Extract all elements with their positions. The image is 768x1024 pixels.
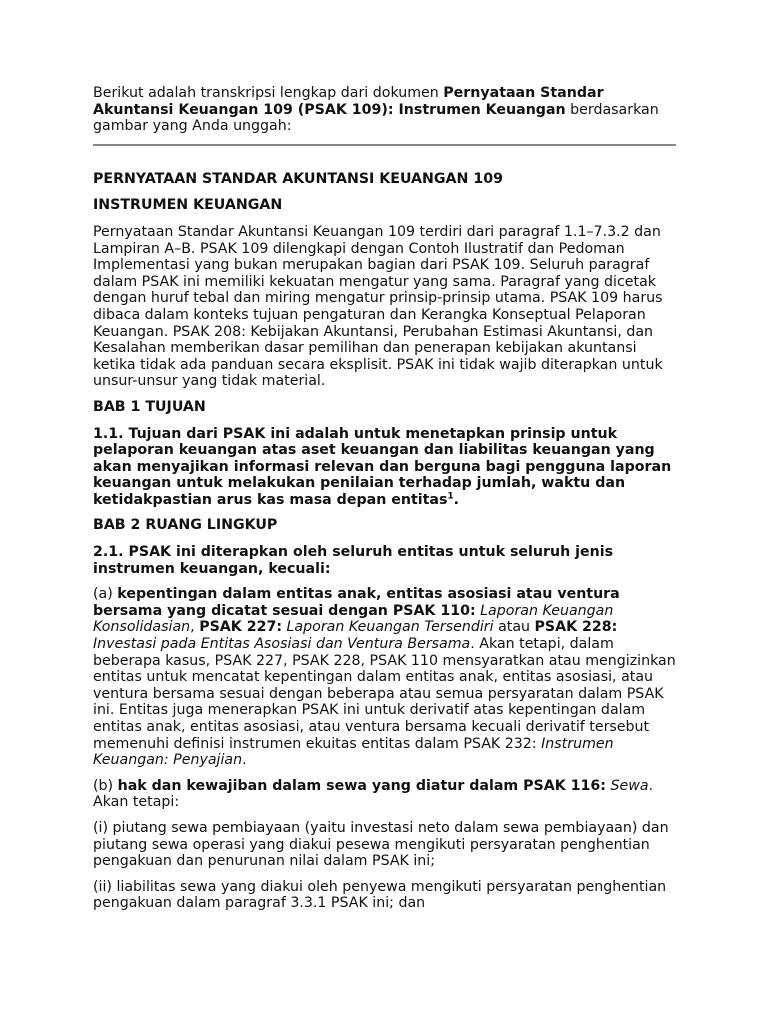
list-item-b-ii: (ii) liabilitas sewa yang diakui oleh penyewa mengikuti persyaratan penghentian pengakuan dalam paragraf 3.3.1 PSAK ini; dan [93,878,667,912]
item-a-text: . Akan tetapi, dalam beberapa kasus, PSAK 227, PSAK 228, PSAK 110 mensyaratkan atau mengizinkan entitas untuk mencatat kepentingan dalam entitas anak, entitas asosiasi, atau ventura bersama sesuai dengan beberapa atau semua persyaratan dalam PSAK ini. Entitas juga menerapkan PSAK ini untuk derivatif atas kepentingan dalam entitas anak, entitas asosiasi, atau ventura bersama kecuali derivatif tersebut memenuhi definisi instrumen ekuitas entitas dalam PSAK 232: [93,636,676,752]
list-marker-a: (a) [93,586,118,603]
item-a-bold-3: PSAK 228: [534,619,618,636]
item-a-italic-1: Laporan Keuangan Konsolidasian [93,602,614,636]
list-item-b-i: (i) piutang sewa pembiayaan (yaitu investasi neto dalam sewa pembiayaan) dan piutang sewa operasi yang diakui pesewa mengikuti persyaratan penghentian pengakuan dan penurunan nilai dalam PSAK ini; [93,819,669,870]
item-b-text: . Akan tetapi: [93,777,654,811]
item-a-end: . [242,752,247,769]
horizontal-divider [93,144,676,146]
separator: , [190,619,200,636]
paragraph-2-1-text: 2.1. PSAK ini diterapkan oleh seluruh entitas untuk seluruh jenis instrumen keuangan, kecuali: [93,544,614,577]
intro-prefix: Berikut adalah transkripsi lengkap dari dokumen [93,85,444,101]
item-b-bold: hak dan kewajiban dalam sewa yang diatur dalam PSAK 116: [117,777,606,794]
intro-body-paragraph: Pernyataan Standar Akuntansi Keuangan 109 terdiri dari paragraf 1.1–7.3.2 dan Lampiran A–B. PSAK 109 dilengkapi dengan Contoh Ilustratif dan Pedoman Implementasi yang bukan merupakan bagian dari PSAK 109. Seluruh paragraf dalam PSAK ini memiliki kekuatan mengatur yang sama. Paragraf yang dicetak dengan huruf tebal dan miring mengatur prinsip-prinsip utama. PSAK 109 harus dibaca dalam konteks tujuan pengaturan dan Kerangka Konseptual Pelaporan Keuangan. PSAK 208: Kebijakan Akuntansi, Perubahan Estimasi Akuntansi, dan Kesalahan memberikan dasar pemilihan dan penerapan kebijakan akuntansi ketika tidak ada panduan secara eksplisit. PSAK ini tidak wajib diterapkan untuk unsur-unsur yang tidak material. [93,223,663,390]
intro-paragraph [93,85,676,135]
intro-suffix: berdasarkan gambar yang Anda unggah: [93,101,659,135]
list-item-a [93,586,676,769]
item-a-bold-1: kepentingan dalam entitas anak, entitas asosiasi atau ventura bersama yang dicatat sesuai dengan PSAK 110: [93,586,620,619]
chapter-2-heading: BAB 2 RUANG LINGKUP [93,517,278,534]
intro-document-title: Pernyataan Standar Akuntansi Keuangan 109 (PSAK 109): Instrumen Keuangan [93,85,604,118]
document-heading-title: INSTRUMEN KEUANGAN [93,197,283,214]
paragraph-1-1 [93,426,676,509]
item-a-italic-4: Instrumen Keuangan: Penyajian [93,735,614,769]
item-a-bold-2: PSAK 227: [199,619,283,636]
item-a-italic-3: Investasi pada Entitas Asosiasi dan Ventura Bersama [93,636,471,653]
separator: atau [493,619,535,636]
document-heading-standard: PERNYATAAN STANDAR AKUNTANSI KEUANGAN 109 [93,170,503,187]
list-marker-b: (b) [93,777,118,794]
item-b-italic: Sewa [610,777,649,794]
footnote-marker: 1 [447,491,454,502]
paragraph-2-1 [93,544,676,577]
paragraph-1-1-end: . [453,491,460,508]
paragraph-1-1-text: 1.1. Tujuan dari PSAK ini adalah untuk menetapkan prinsip untuk pelaporan keuangan atas aset keuangan dan liabilitas keuangan yang akan menyajikan informasi relevan dan berguna bagi pengguna laporan keuangan untuk melakukan penilaian terhadap jumlah, waktu dan ketidakpastian arus kas masa depan entitas [93,425,672,508]
item-a-italic-2: Laporan Keuangan Tersendiri [286,619,494,636]
chapter-1-heading: BAB 1 TUJUAN [93,398,206,415]
list-item-b [93,778,676,811]
